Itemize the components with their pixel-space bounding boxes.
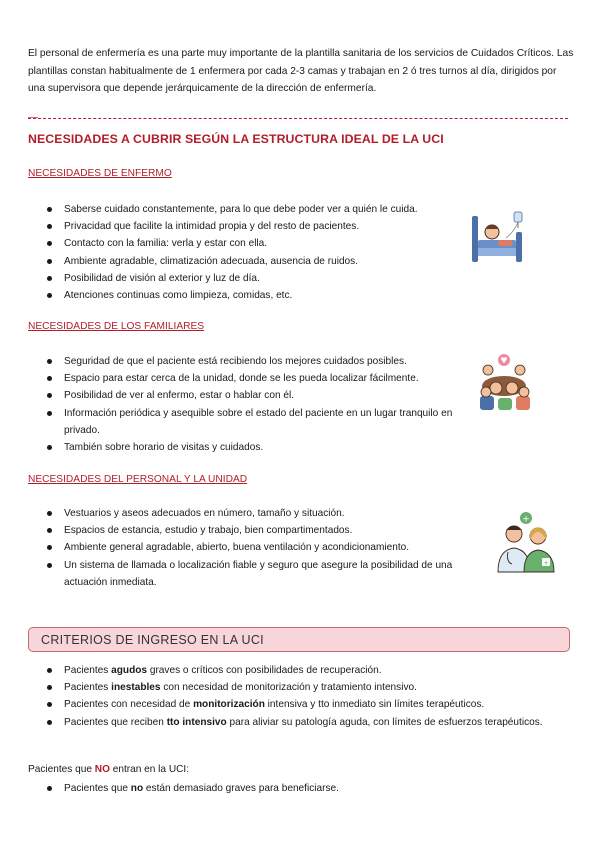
list-item: Información periódica y asequible sobre el estado del paciente en un lugar tranquilo en privado. — [44, 405, 464, 439]
svg-text:+: + — [522, 514, 530, 525]
heading-family-needs: NECESIDADES DE LOS FAMILIARES — [28, 321, 205, 332]
list-item: Saberse cuidado constantemente, para lo que debe poder ver a quién le cuida. — [44, 201, 464, 218]
svg-text:+: + — [543, 559, 549, 567]
patient-bed-icon — [468, 210, 526, 266]
list-item: Espacio para estar cerca de la unidad, donde se les pueda localizar fácilmente. — [44, 370, 464, 387]
list-item: Vestuarios y aseos adecuados en número, tamaño y situación. — [44, 505, 474, 522]
list-item: Pacientes agudos graves o críticos con posibilidades de recuperación. — [44, 662, 554, 679]
family-needs-list — [44, 353, 464, 456]
list-item: Pacientes que no están demasiado graves para beneficiarse. — [44, 780, 554, 797]
list-item: Un sistema de llamada o localización fiable y seguro que asegure la posibilidad de una actuación inmediata. — [44, 557, 474, 591]
divider-mark: — — [28, 112, 38, 123]
heading-patient-needs: NECESIDADES DE ENFERMO — [28, 168, 172, 179]
criteria-banner — [28, 627, 570, 652]
list-item: Posibilidad de visión al exterior y luz de día. — [44, 270, 464, 287]
section-divider — [28, 118, 568, 119]
list-item: Contacto con la familia: verla y estar con ella. — [44, 235, 464, 252]
list-item: Espacios de estancia, estudio y trabajo, bien compartimentados. — [44, 522, 474, 539]
list-item: Privacidad que facilite la intimidad propia y del resto de pacientes. — [44, 218, 464, 235]
not-admitted-list — [44, 780, 554, 797]
staff-needs-list — [44, 505, 474, 591]
list-item: También sobre horario de visitas y cuidados. — [44, 439, 464, 456]
main-heading: NECESIDADES A CUBRIR SEGÚN LA ESTRUCTURA IDEAL DE LA UCI — [28, 132, 444, 146]
list-item: Posibilidad de ver al enfermo, estar o hablar con él. — [44, 387, 464, 404]
list-item: Ambiente general agradable, abierto, buena ventilación y acondicionamiento. — [44, 539, 474, 556]
list-item: Pacientes con necesidad de monitorización intensiva y tto inmediato sin límites terapéuticos. — [44, 696, 554, 713]
criteria-title: CRITERIOS DE INGRESO EN LA UCI — [41, 633, 264, 647]
patient-needs-list — [44, 201, 464, 304]
list-item: Ambiente agradable, climatización adecuada, ausencia de ruidos. — [44, 253, 464, 270]
list-item: Pacientes inestables con necesidad de monitorización y tratamiento intensivo. — [44, 679, 554, 696]
family-meeting-icon — [474, 352, 538, 414]
list-item: Seguridad de que el paciente está recibiendo los mejores cuidados posibles. — [44, 353, 464, 370]
medical-staff-icon — [492, 510, 562, 574]
list-item: Atenciones continuas como limpieza, comidas, etc. — [44, 287, 464, 304]
svg-text:♥: ♥ — [500, 356, 508, 365]
list-item: Pacientes que reciben tto intensivo para aliviar su patología aguda, con límites de esfuerzos terapéuticos. — [44, 714, 554, 731]
not-admitted-intro: Pacientes que NO entran en la UCI: — [28, 764, 190, 775]
criteria-list — [44, 662, 554, 731]
intro-paragraph: El personal de enfermería es una parte muy importante de la plantilla sanitaria de los servicios de Cuidados Críticos. Las plantillas constan habitualmente de 1 enfermera por cada 2-3 camas y trabajan en 2 ó tres turnos al día, dirigidos por una supervisora que depende jerárquicamente de la dirección de enfermería. — [28, 48, 574, 95]
heading-staff-needs: NECESIDADES DEL PERSONAL Y LA UNIDAD — [28, 474, 248, 485]
